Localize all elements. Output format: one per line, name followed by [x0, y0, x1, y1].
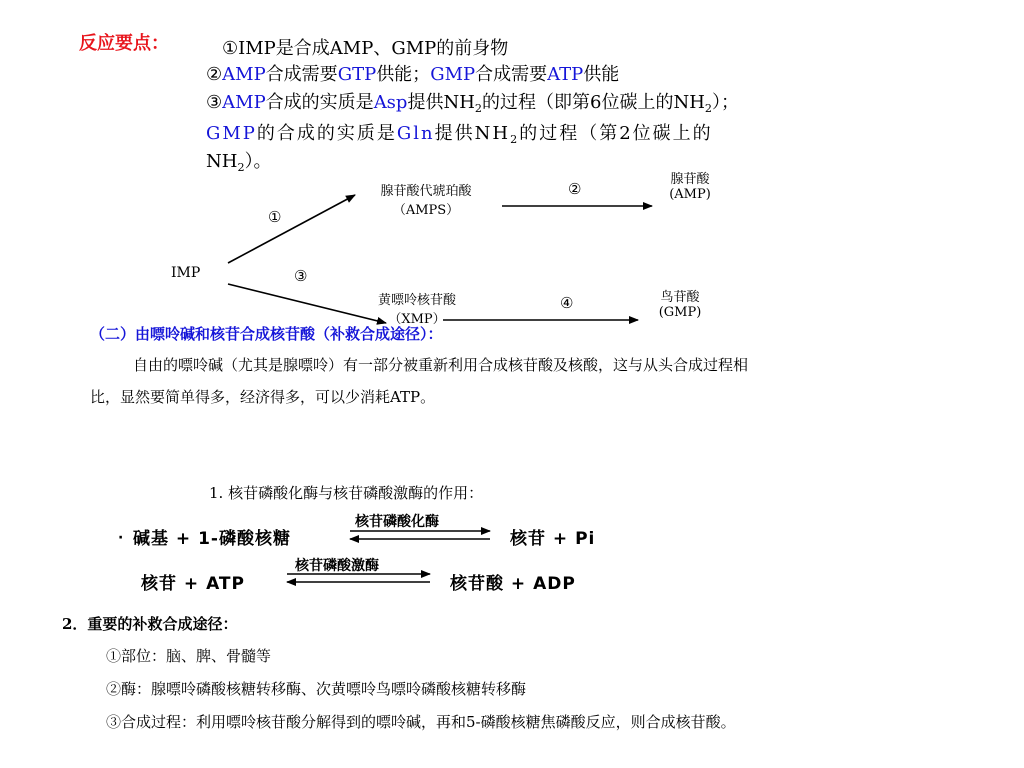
gmp-name: 鸟苷酸 — [660, 290, 700, 305]
gmp-abbr: (GMP) — [658, 305, 702, 320]
gmp-node — [642, 286, 718, 320]
amp-name: 腺苷酸 — [670, 172, 710, 187]
point-2-gtp: GTP — [337, 64, 377, 85]
point-4-sub-1: 2 — [510, 132, 520, 146]
point-1: ①IMP是合成AMP、GMP的前身物 — [222, 38, 509, 59]
amps-abbr: （AMPS） — [392, 203, 460, 218]
point-4-text-2: 提供NH — [434, 123, 511, 144]
amps-node — [358, 180, 494, 218]
point-2-atp: ATP — [547, 64, 584, 85]
point-4-text-1: 的合成的实质是 — [256, 123, 397, 144]
point-4-gln: Gln — [396, 123, 435, 144]
pathway-heading: 2．重要的补救合成途径： — [62, 615, 238, 633]
eq2-enzyme: 核苷磷酸激酶 — [295, 558, 379, 574]
arrow-imp-to-amps — [228, 195, 355, 263]
xmp-name: 黄嘌呤核苷酸 — [377, 293, 456, 308]
salvage-paragraph-line-1: 自由的嘌呤碱（尤其是腺嘌呤）有一部分被重新利用合成核苷酸及核酸，这与从头合成过程相 — [133, 356, 749, 374]
pathway-item-3: ③合成过程：利用嘌呤核苷酸分解得到的嘌呤碱，再和5-磷酸核糖焦磷酸反应，则合成核苷酸。 — [106, 713, 736, 731]
amp-abbr: (AMP) — [669, 187, 711, 202]
enzyme-heading: 1. 核苷磷酸化酶与核苷磷酸激酶的作用： — [209, 484, 484, 502]
point-2-amp: AMP — [222, 64, 266, 85]
point-3-text-4: ）； — [712, 92, 740, 113]
point-3-index: ③ — [206, 92, 223, 113]
point-4-gmp: GMP — [206, 123, 257, 144]
imp-label: IMP — [171, 265, 201, 281]
eq1-right: 核苷 + Pi — [510, 529, 596, 549]
amp-node — [650, 168, 730, 202]
point-2-gmp: GMP — [430, 64, 476, 85]
pathway-item-2: ②酶：腺嘌呤磷酸核糖转移酶、次黄嘌呤鸟嘌呤磷酸核糖转移酶 — [106, 680, 527, 698]
xmp-node — [356, 289, 478, 327]
eq1-enzyme: 核苷磷酸化酶 — [355, 514, 439, 530]
point-2-text-3: 合成需要 — [475, 64, 548, 85]
pathway-item-1: ①部位：脑、脾、骨髓等 — [106, 647, 272, 665]
step-4-label: ④ — [560, 294, 574, 312]
step-2-label: ② — [568, 180, 582, 198]
point-3-text-3: 的过程（即第6位碳上的NH — [482, 92, 705, 113]
eq2-left: 核苷 + ATP — [141, 574, 245, 594]
point-4-text-3: 的过程（第2位碳上的 — [519, 123, 713, 144]
point-3-sub-1: 2 — [474, 101, 483, 115]
step-1-label: ① — [268, 208, 282, 226]
amps-name: 腺苷酸代琥珀酸 — [380, 184, 472, 199]
point-2-text-1: 合成需要 — [265, 64, 338, 85]
eq1-left: 碱基 + 1-磷酸核糖 — [133, 529, 291, 549]
point-5-nh: NH — [206, 151, 238, 172]
xmp-abbr: （XMP） — [388, 312, 446, 327]
point-2-text-2: 供能； — [376, 64, 431, 85]
point-3-asp: Asp — [373, 92, 408, 113]
section-title: 反应要点： — [79, 33, 169, 54]
point-3-text-1: 合成的实质是 — [265, 92, 374, 113]
point-3-sub-2: 2 — [704, 101, 713, 115]
point-3-text-2: 提供NH — [407, 92, 475, 113]
point-5-sub: 2 — [237, 160, 245, 174]
point-2-index: ② — [206, 64, 223, 85]
salvage-heading: （二）由嘌呤碱和核苷合成核苷酸（补救合成途径）： — [90, 325, 443, 343]
eq2-right: 核苷酸 + ADP — [450, 574, 576, 594]
point-3-amp: AMP — [222, 92, 266, 113]
eq1-bullet: · — [118, 530, 124, 546]
step-3-label: ③ — [294, 267, 308, 285]
point-5-end: ）。 — [244, 151, 272, 172]
point-2-text-4: 供能 — [583, 64, 620, 85]
salvage-paragraph-line-2: 比，显然要简单得多，经济得多，可以少消耗ATP。 — [90, 388, 436, 406]
